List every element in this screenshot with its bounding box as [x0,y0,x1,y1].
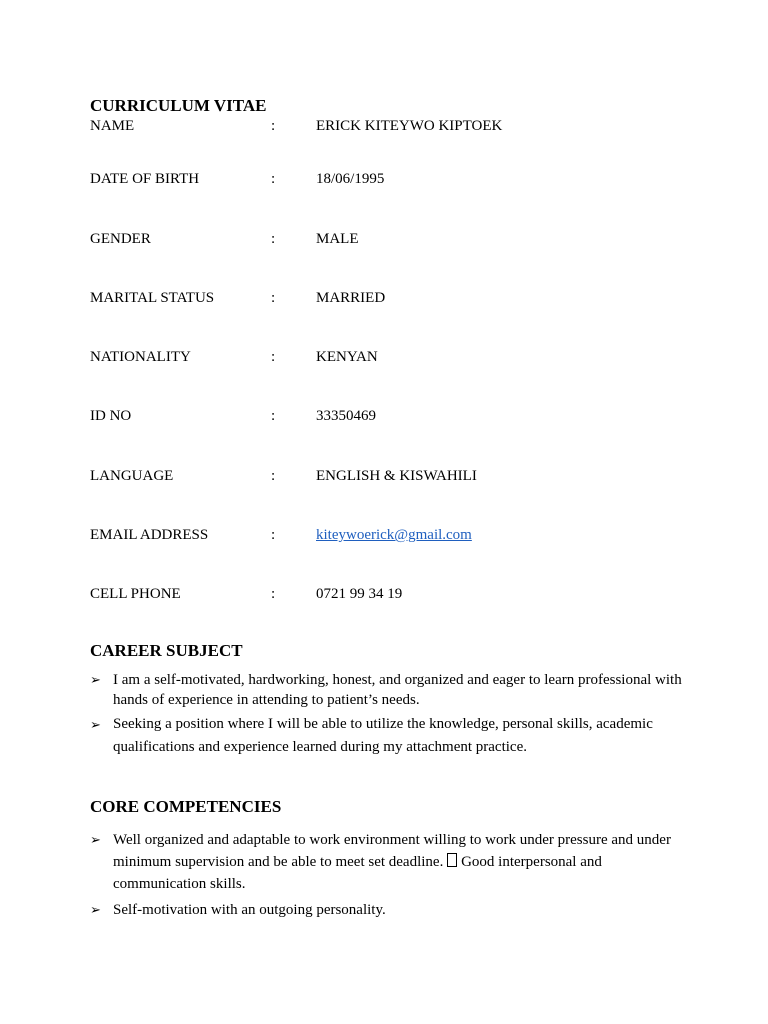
detail-label: LANGUAGE [90,468,174,484]
detail-row-id-no [90,406,690,426]
career-subject-list [90,670,690,759]
detail-separator: : [271,468,276,484]
detail-separator: : [271,586,276,602]
detail-value: ERICK KITEYWO KIPTOEK [316,118,503,134]
detail-label: MARITAL STATUS [90,290,215,306]
arrow-bullet-icon: ➢ [90,717,101,732]
detail-value: MARRIED [316,290,386,306]
list-item-text: I am a self-motivated, hardworking, honest, and organized and eager to learn professional with hands of experience in attending to patient’s needs. [113,672,682,708]
list-item-text: Well organized and adaptable to work environment willing to work under pressure and under minimum supervision and be able to meet set deadline. [113,832,671,870]
detail-label: DATE OF BIRTH [90,171,200,187]
detail-separator: : [271,527,276,543]
list-item [90,829,690,895]
detail-row-marital-status [90,288,690,308]
detail-value: MALE [316,231,359,247]
detail-row-date-of-birth [90,169,690,189]
arrow-bullet-icon: ➢ [90,672,101,687]
detail-separator: : [271,290,276,306]
core-competencies-heading: CORE COMPETENCIES [90,797,282,816]
document-title: CURRICULUM VITAE [90,96,267,115]
detail-value: 18/06/1995 [316,171,385,187]
detail-row-email-address [90,525,690,545]
list-item [90,713,690,759]
detail-separator: : [271,349,276,365]
detail-label: NAME [90,118,135,134]
detail-separator: : [271,171,276,187]
email-link[interactable]: kiteywoerick@gmail.com [316,527,472,543]
list-item-text: Seeking a position where I will be able to utilize the knowledge, personal skills, academic qualifications and experience learned during my attachment practice. [113,716,653,755]
detail-value: 33350469 [316,408,376,424]
list-item-text: Self-motivation with an outgoing personality. [113,902,386,918]
arrow-bullet-icon: ➢ [90,832,101,847]
detail-label: GENDER [90,231,151,247]
career-subject-heading: CAREER SUBJECT [90,641,243,660]
arrow-bullet-icon: ➢ [90,902,101,917]
detail-label: EMAIL ADDRESS [90,527,209,543]
detail-separator: : [271,118,276,134]
list-item [90,670,690,710]
detail-row-language [90,466,690,486]
detail-value: 0721 99 34 19 [316,586,403,602]
detail-label: ID NO [90,408,132,424]
detail-row-name [90,116,690,136]
detail-value: KENYAN [316,349,378,365]
detail-separator: : [271,231,276,247]
detail-separator: : [271,408,276,424]
detail-row-cell-phone [90,584,690,604]
detail-row-nationality [90,347,690,367]
detail-value: ENGLISH & KISWAHILI [316,468,477,484]
detail-label: CELL PHONE [90,586,181,602]
core-competencies-list [90,829,690,921]
missing-glyph-box-icon [447,853,457,867]
detail-label: NATIONALITY [90,349,191,365]
list-item-text: Good interpersonal and communication skills. [113,854,602,892]
list-item [90,899,690,921]
detail-row-gender [90,229,690,249]
